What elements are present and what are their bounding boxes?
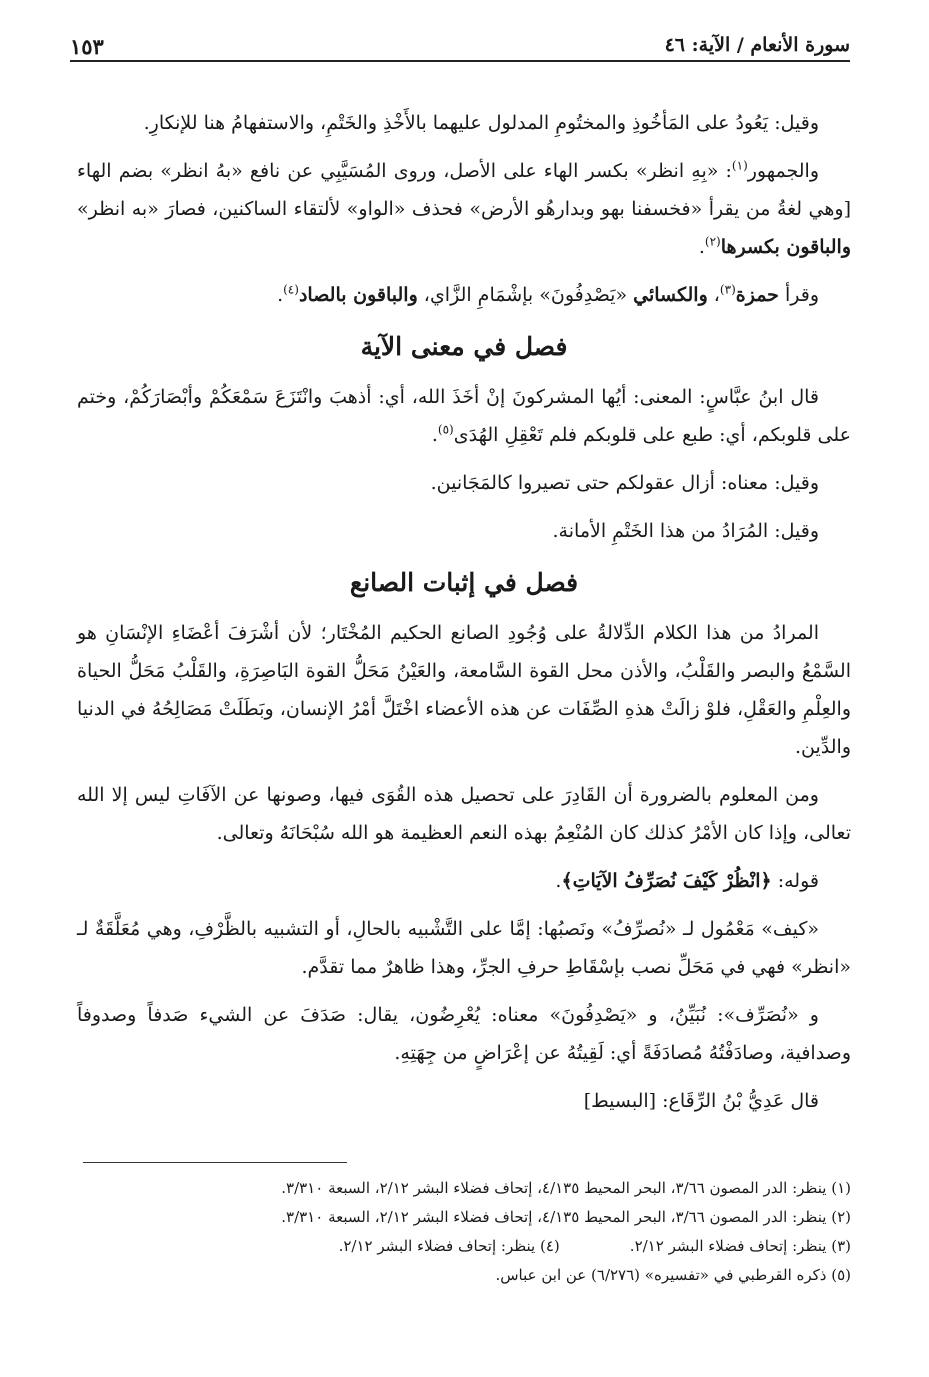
page-header xyxy=(70,30,850,66)
paragraph: قال عَدِيُّ بْنُ الرِّقَاع: [البسيط] xyxy=(583,1090,819,1112)
running-title: سورة الأنعام / الآية: ٤٦ xyxy=(664,34,850,56)
footnote-row xyxy=(77,1232,851,1261)
footnotes xyxy=(77,1174,851,1290)
paragraph: وقرأ حمزة$^{(٣)}$، والكسائي «يَصْدِفُونَ» بإشْمَامِ الزَّاي، والباقون بالصاد$^{(٤)}$. xyxy=(277,282,819,306)
paragraph: وقيل: معناه: أزال عقولكم حتى تصيروا كالمَجَانين. xyxy=(430,472,819,494)
paragraph: ومن المعلوم بالضرورة أن القَادِرَ على تحصيل هذه القُوَى فيها، وصونها عن الآفَاتِ ليس إلا الله تعالى، وإذا كان الأمْرُ كذلك كان المُنْعِمُ بهذه النعم العظيمة هو الله سُبْحَانَهُ وتعالى. xyxy=(77,784,851,844)
paragraph: و «نُصَرِّف»: نُبَيِّنُ، و «يَصْدِفُونَ» معناه: يُعْرِضُون، يقال: صَدَفَ عن الشيء صَدفاً وصدوفاً وصدافية، وصادَفْتُهُ مُصادَفَةً أي: لَقِيتُهُ عن إعْرَاضٍ من جِهَتِهِ. xyxy=(77,1004,851,1064)
header-rule xyxy=(70,60,850,62)
footnote: (٣) ينظر: إتحاف فضلاء البشر ٢/١٢. xyxy=(629,1237,851,1255)
footnote-ref: (٣) xyxy=(719,282,736,297)
paragraph: قوله: ﴿انْظُرْ كَيْفَ نُصَرِّفُ الآيَاتِ﴾. xyxy=(555,870,819,892)
paragraph: «كيف» مَعْمُول لـ «نُصرِّفُ» ونَصبُها: إمَّا على التَّشْبيه بالحالِ، أو التشبيه بالظَّرْفِ، وهي مُعَلَّقَةٌ لـ «انظر» فهي في مَحَلِّ نصب بإسْقَاطِ حرفِ الجرِّ، وهذا ظاهرٌ مما تقدَّم. xyxy=(77,918,851,978)
quran-quote: ﴿انْظُرْ كَيْفَ نُصَرِّفُ الآيَاتِ﴾ xyxy=(561,870,772,892)
footnote-ref: (٤) xyxy=(283,282,299,297)
footnote-ref: (٢) xyxy=(704,234,721,249)
paragraph: وقيل: يَعُودُ على المَأخُوذِ والمختُومِ المدلول عليهما بالأَخْذِ والخَتْمِ، والاستفهامُ هنا للإنكارِ. xyxy=(143,112,819,134)
footnote: (٢) ينظر: الدر المصون ٣/٦٦، البحر المحيط ٤/١٣٥، إتحاف فضلاء البشر ٢/١٢، السبعة ٣/٣١٠. xyxy=(281,1208,851,1226)
main-text xyxy=(77,104,851,1130)
footnote: (٤) ينظر: إتحاف فضلاء البشر ٢/١٢. xyxy=(338,1237,560,1255)
paragraph: المرادُ من هذا الكلام الدِّلالةُ على وُجُودِ الصانع الحكيم المُخْتَار؛ لأن أشْرَفَ أعْضَاءِ الإنْسَانِ هو السَّمْعُ والبصر والقَلْبُ، والأذن محل القوة السَّامعة، والعَيْنُ مَحَلُّ القوة البَاصِرَةِ، والقَلْبُ مَحَلُّ الحياة والعِلْمِ والعَقْلِ، فلوْ زالَتْ هذهِ الصِّفَات عن هذه الأعضاء اخْتَلَّ أمْرُ الإنسان، وبَطَلَتْ مَصَالِحُهُ في الدنيا والدِّين. xyxy=(77,622,851,758)
section-heading: فصل في معنى الآية xyxy=(360,332,568,361)
footnote: (٥) ذكره القرطبي في «تفسيره» (٦/٢٧٦) عن ابن عباس. xyxy=(495,1266,851,1284)
footnote-ref: (٥) xyxy=(437,422,454,437)
paragraph: وقيل: المُرَادُ من هذا الخَتْمِ الأمانة. xyxy=(552,520,819,542)
footnote-separator xyxy=(83,1162,347,1163)
footnote: (١) ينظر: الدر المصون ٣/٦٦، البحر المحيط ٤/١٣٥، إتحاف فضلاء البشر ٢/١٢، السبعة ٣/٣١٠. xyxy=(281,1179,851,1197)
page-number: ١٥٣ xyxy=(70,34,104,59)
paragraph: والجمهور$^{(١)}$: «بِهِ انظر» بكسر الهاء على الأصل، وروى المُسَيَّبِي عن نافع «بهُ انظر» بضم الهاء [وهي لغةُ من يقرأ «فخسفنا بهو وبدارهُو الأرض» فحذف «الواو» لألتقاء الساكنين، فصارَ «به انظر» والباقون بكسرها$^{(٢)}$. xyxy=(77,158,851,258)
section-heading: فصل في إثبات الصانع xyxy=(349,568,579,597)
paragraph: قال ابنُ عبَّاسٍ: المعنى: أيُها المشركونَ إنْ أخَذَ الله، أي: أذهبَ وانْتَزَعَ سَمْعَكُمْ وأبْصَارَكُمْ، وختم على قلوبكم، أي: طبع على قلوبكم فلم تَعْقِلِ الهُدَى$^{(٥)}$. xyxy=(77,386,851,446)
footnote-ref: (١) xyxy=(731,158,748,173)
